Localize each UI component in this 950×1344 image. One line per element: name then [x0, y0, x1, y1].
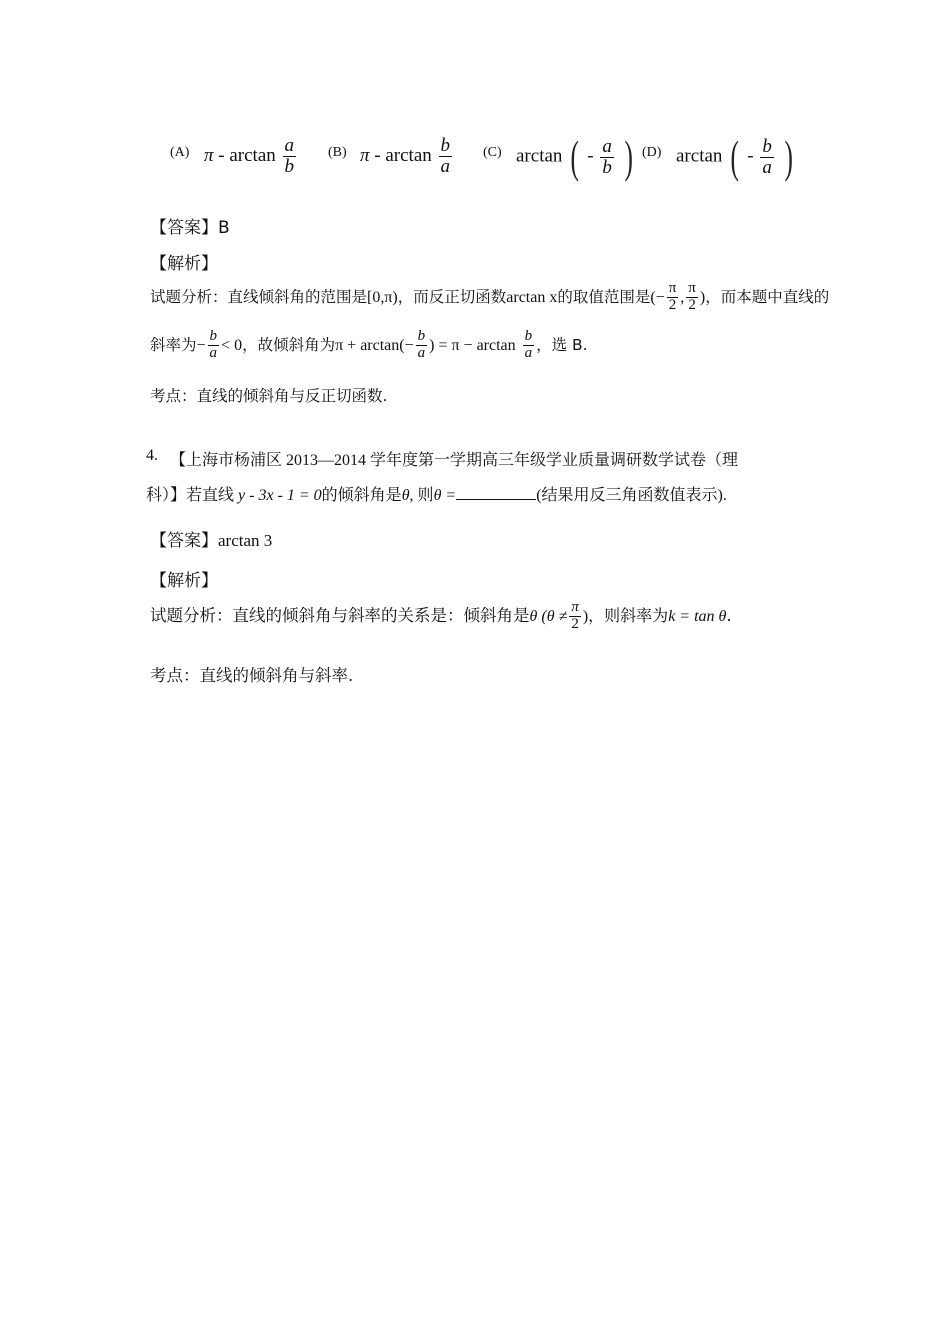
- option-b-label: (B): [328, 145, 347, 160]
- q3-analysis-line1: 试题分析：直线倾斜角的范围是[0,π)，而反正切函数arctan x的取值范围是(− $\frac{\pi}{2}$ , $\frac{\pi}{2}$ )，而本题中直线的: [150, 280, 830, 313]
- option-c-expression: arctan ( - $\frac{a}{b}$ ): [516, 131, 633, 182]
- q4-analysis-line1: 试题分析：直线的倾斜角与斜率的关系是：倾斜角是θ (θ ≠ $\frac{\pi}{2}$ )，则斜率为k = tan θ.: [150, 599, 732, 632]
- q4-title-line2: 科）】若直线 y - 3x - 1 = 0的倾斜角是θ, 则θ = (结果用反三角函数值表示).: [146, 487, 727, 504]
- option-a-label: (A): [170, 145, 190, 160]
- option-c-label: (C): [483, 145, 502, 160]
- left-paren: (: [570, 131, 580, 182]
- option-d-label: (D): [642, 145, 662, 160]
- fraction-b-over-a: $\frac{b}{a}$: [417, 328, 426, 361]
- option-d-expression: arctan ( - $\frac{b}{a}$ ): [676, 131, 793, 182]
- q4-title-line1: 【上海市杨浦区 2013—2014 学年度第一学期高三年级学业质量调研数学试卷（理: [170, 452, 739, 469]
- option-a-expression: π - arctan $\frac{a}{b}$: [204, 135, 295, 177]
- q3-answer: 【答案】B: [150, 218, 230, 238]
- q4-keypoint: 考点：直线的倾斜角与斜率.: [150, 666, 354, 685]
- q3-analysis-line2: 斜率为− $\frac{b}{a}$ < 0，故倾斜角为π + arctan(− $\frac{b}{a}$ ) = π − arctan $\frac{b}{a}$ ，选 B.: [150, 328, 588, 361]
- fraction-b-over-a: $\frac{b}{a}$: [209, 328, 218, 361]
- fraction-b-over-a: $\frac{b}{a}$: [524, 328, 533, 361]
- fraction-b-over-a: $\frac{b}{a}$: [440, 135, 451, 177]
- answer-blank: [456, 485, 536, 500]
- q4-number: 4.: [146, 447, 158, 464]
- fraction-pi-over-2: $\frac{\pi}{2}$: [668, 280, 677, 313]
- right-paren: ): [624, 131, 633, 182]
- q3-analysis-heading: 【解析】: [150, 254, 218, 274]
- fraction-b-over-a: $\frac{b}{a}$: [762, 135, 772, 178]
- right-paren: ): [784, 131, 793, 182]
- left-paren: (: [730, 131, 740, 182]
- q3-keypoint: 考点：直线的倾斜角与反正切函数.: [150, 387, 388, 405]
- option-b-expression: π - arctan $\frac{b}{a}$: [360, 135, 451, 177]
- q4-answer: 【答案】arctan 3: [150, 531, 273, 550]
- fraction-a-over-b: $\frac{a}{b}$: [602, 135, 612, 178]
- fraction-pi-over-2: $\frac{\pi}{2}$: [571, 599, 579, 632]
- q4-analysis-heading: 【解析】: [150, 571, 218, 591]
- fraction-pi-over-2: $\frac{\pi}{2}$: [688, 280, 696, 313]
- fraction-a-over-b: $\frac{a}{b}$: [284, 135, 295, 177]
